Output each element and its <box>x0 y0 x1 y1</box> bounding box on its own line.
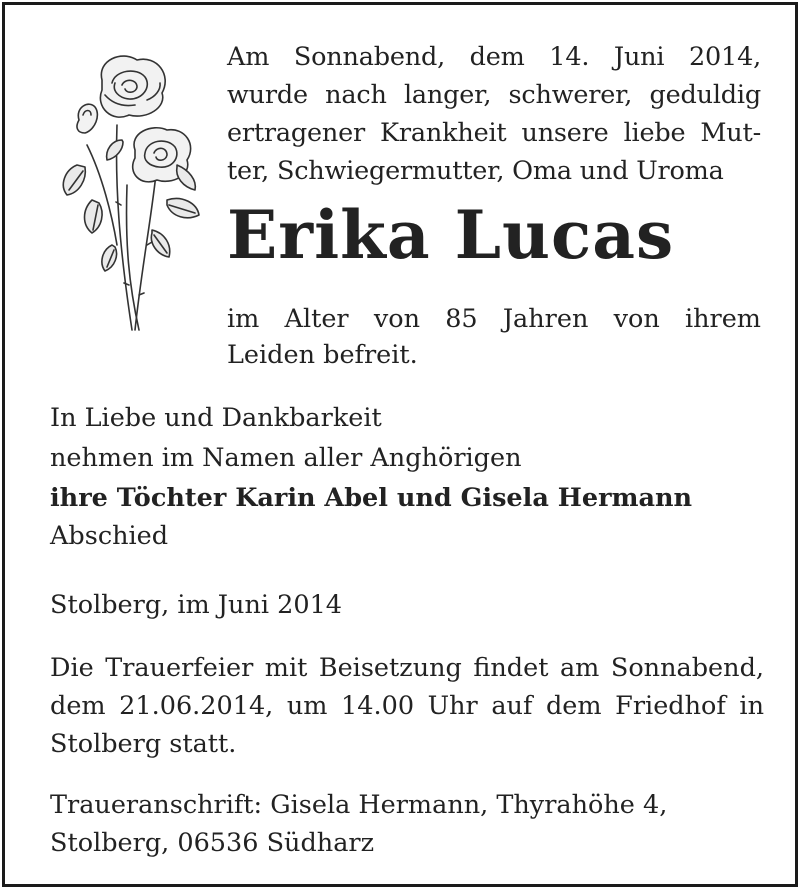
rose-icon <box>57 45 207 335</box>
intro-line: ertragener Krankheit unsere liebe Mut- <box>227 118 761 148</box>
farewell-line: In Liebe und Dankbarkeit <box>50 403 382 433</box>
address-line: Stolberg, 06536 Südharz <box>50 828 375 858</box>
deceased-name: Erika Lucas <box>227 196 675 274</box>
funeral-line: Die Trauerfeier mit Beisetzung findet am Sonnabend, <box>50 653 764 683</box>
age-line: Leiden befreit. <box>227 340 418 370</box>
funeral-paragraph <box>50 649 764 763</box>
funeral-line: Stolberg statt. <box>50 729 237 759</box>
obituary-notice <box>2 2 798 887</box>
address-line: Traueranschrift: Gisela Hermann, Thyrahöhe 4, <box>50 790 668 820</box>
place-date-text: Stolberg, im Juni 2014 <box>50 590 343 620</box>
intro-paragraph <box>227 38 761 190</box>
farewell-block <box>50 399 764 555</box>
funeral-line: dem 21.06.2014, um 14.00 Uhr auf dem Friedhof in <box>50 691 764 721</box>
address-paragraph <box>50 786 764 862</box>
age-line: im Alter von 85 Jahren von ihrem <box>227 304 761 334</box>
farewell-line: Abschied <box>50 521 169 551</box>
intro-line: ter, Schwiegermutter, Oma und Uroma <box>227 156 724 186</box>
intro-line: wurde nach langer, schwerer, geduldig <box>227 80 761 110</box>
place-date <box>50 586 764 624</box>
daughters-line: ihre Töchter Karin Abel und Gisela Hermann <box>50 483 693 513</box>
age-paragraph <box>227 301 761 373</box>
farewell-line: nehmen im Namen aller Anghörigen <box>50 443 522 473</box>
intro-line: Am Sonnabend, dem 14. Juni 2014, <box>227 42 761 72</box>
